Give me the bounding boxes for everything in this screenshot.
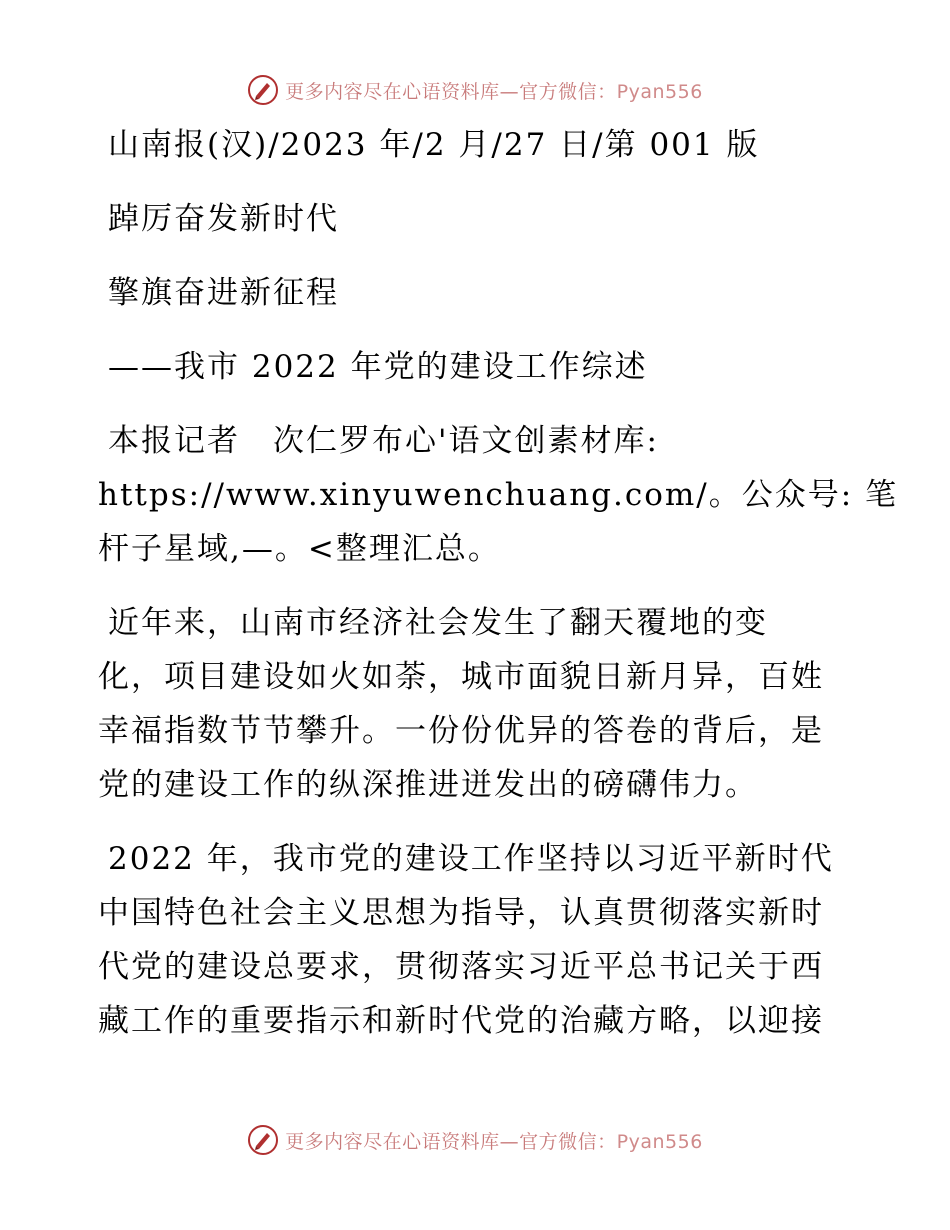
pen-logo-icon (247, 1124, 279, 1156)
byline-line-3: 杆子星域,—。<整理汇总。 (98, 531, 501, 567)
watermark-text (285, 1127, 703, 1154)
paragraph-2-line-1: 2022 年，我市党的建设工作坚持以习近平新时代 (108, 841, 834, 877)
watermark-header (0, 70, 950, 110)
watermark-handle: Pyan556 (616, 1130, 703, 1153)
watermark-label: 更多内容尽在心语资料库—官方微信： (285, 80, 617, 103)
subtitle: ——我市 2022 年党的建设工作综述 (108, 349, 648, 385)
watermark-footer (0, 1120, 950, 1160)
title-line-2: 擎旗奋进新征程 (108, 275, 339, 311)
byline-line-1: 本报记者 次仁罗布心'语文创素材库: (108, 423, 659, 459)
watermark-label: 更多内容尽在心语资料库—官方微信： (285, 1130, 617, 1153)
pen-logo-icon (247, 74, 279, 106)
paragraph-1-line-4: 党的建设工作的纵深推进迸发出的磅礴伟力。 (98, 767, 758, 803)
paragraph-2-line-3: 代党的建设总要求，贯彻落实习近平总书记关于西 (98, 949, 824, 985)
paragraph-2-line-2: 中国特色社会主义思想为指导，认真贯彻落实新时 (98, 895, 824, 931)
byline-line-2: https://www.xinyuwenchuang.com/。公众号: 笔 (98, 477, 899, 513)
paragraph-2-line-4: 藏工作的重要指示和新时代党的治藏方略，以迎接 (98, 1003, 824, 1039)
paragraph-1-line-2: 化，项目建设如火如荼，城市面貌日新月异，百姓 (98, 659, 824, 695)
paragraph-1 (98, 596, 858, 812)
article-content (98, 118, 899, 1048)
dateline: 山南报(汉)/2023 年/2 月/27 日/第 001 版 (108, 127, 760, 163)
paragraph-1-line-3: 幸福指数节节攀升。一份份优异的答卷的背后，是 (98, 713, 824, 749)
paragraph-2 (98, 832, 858, 1048)
watermark-handle: Pyan556 (616, 80, 703, 103)
paragraph-1-line-1: 近年来，山南市经济社会发生了翻天覆地的变 (108, 605, 768, 641)
title-line-1: 踔厉奋发新时代 (108, 201, 339, 237)
watermark-text (285, 77, 703, 104)
